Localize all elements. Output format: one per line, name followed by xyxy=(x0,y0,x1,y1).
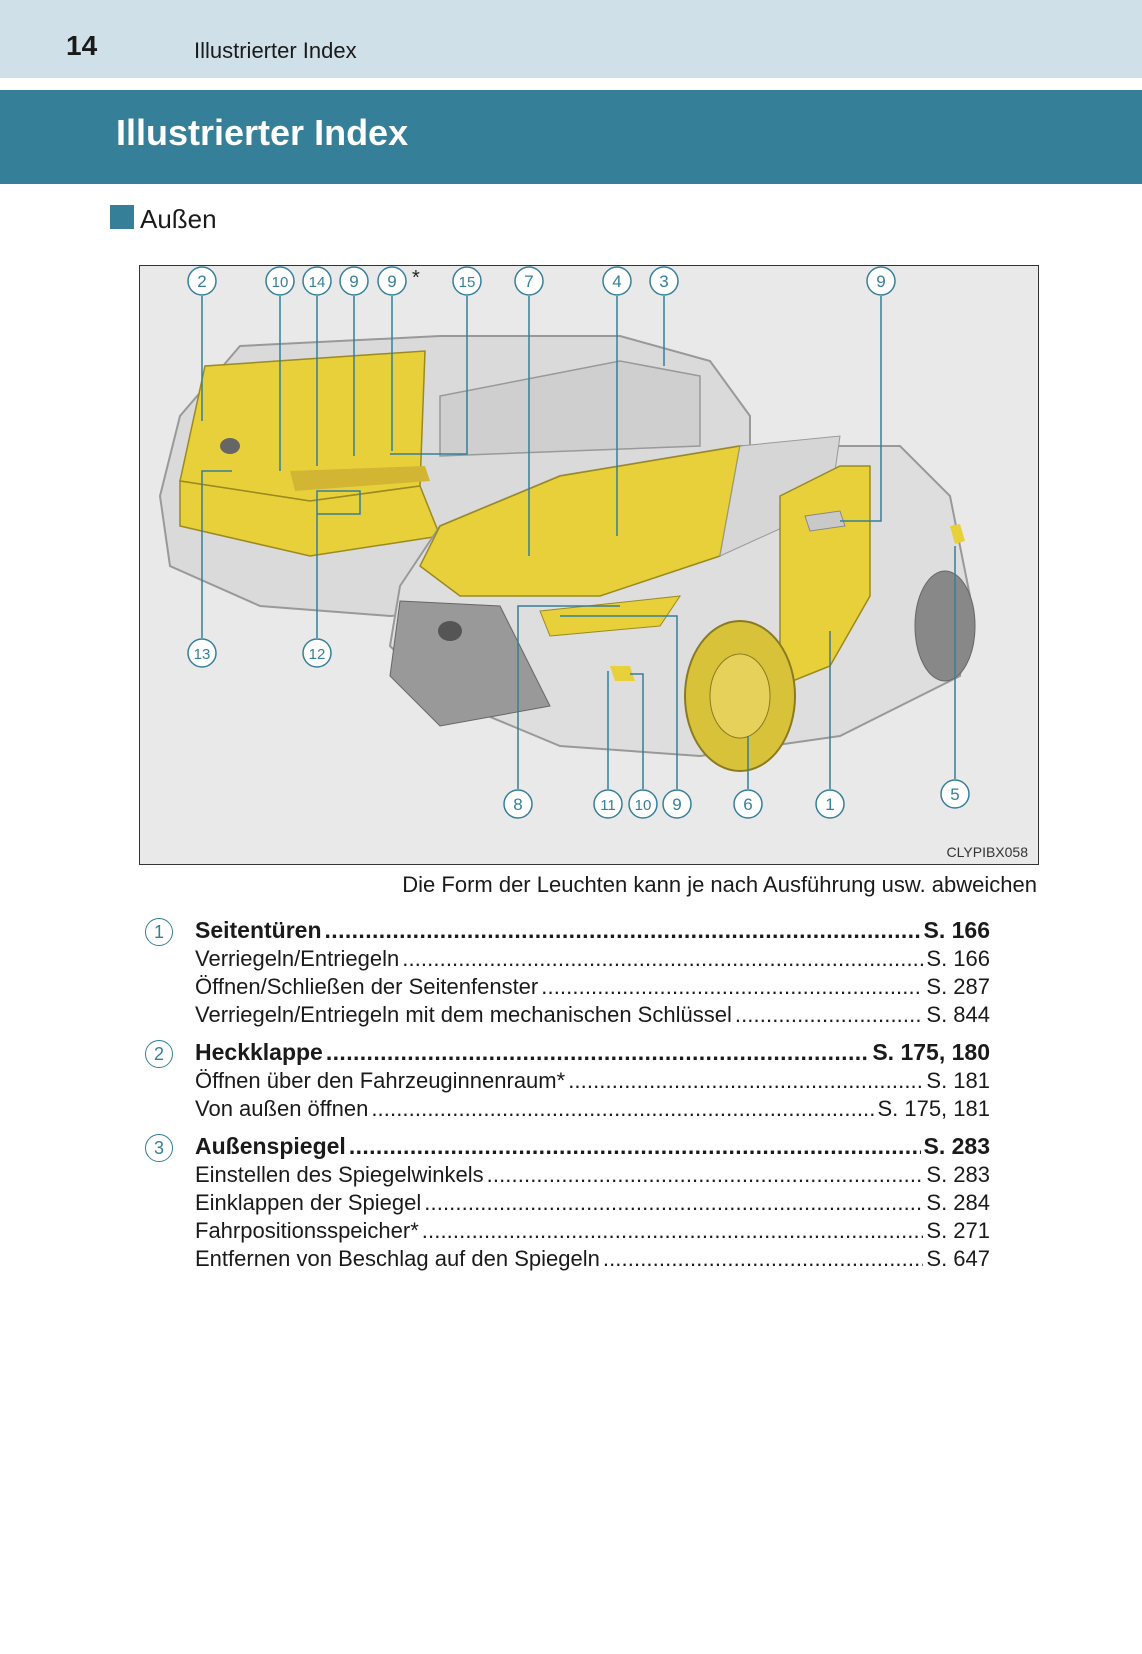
callout-label: 2 xyxy=(197,272,207,291)
callout-label: 10 xyxy=(271,274,289,291)
callout-10b xyxy=(629,790,657,818)
sub-entry-page[interactable]: S. 271 xyxy=(926,1218,990,1243)
callout-label: 10 xyxy=(634,797,652,814)
callout-label: 13 xyxy=(193,646,211,663)
section-marker-icon xyxy=(110,205,134,229)
sub-entry-text[interactable]: Öffnen/Schließen der Seitenfenster xyxy=(195,974,539,999)
index-list xyxy=(145,915,990,1281)
entry-page-ref[interactable]: S. 283 xyxy=(923,1133,990,1159)
entry-title[interactable]: Außenspiegel xyxy=(195,1133,346,1159)
sub-entry-page[interactable]: S. 647 xyxy=(926,1246,990,1271)
sub-entry-page[interactable]: S. 175, 181 xyxy=(877,1096,990,1121)
sub-entry-text[interactable]: Öffnen über den Fahrzeuginnenraum* xyxy=(195,1068,566,1093)
callout-label: 5 xyxy=(950,785,960,804)
sub-entry-page[interactable]: S. 283 xyxy=(926,1162,990,1187)
callout-11 xyxy=(594,790,622,818)
entry-page-ref[interactable]: S. 175, 180 xyxy=(872,1039,990,1065)
callout-label: 14 xyxy=(308,274,326,291)
callout-9c xyxy=(867,267,895,295)
index-entry-2 xyxy=(145,1037,990,1123)
sub-entry-page[interactable]: S. 166 xyxy=(926,946,990,971)
callout-label: 11 xyxy=(600,797,616,814)
car-drawing xyxy=(140,266,1038,864)
callout-6 xyxy=(734,790,762,818)
entry-number-badge: 3 xyxy=(145,1134,173,1162)
entry-title[interactable]: Heckklappe xyxy=(195,1039,323,1065)
callout-15 xyxy=(453,267,481,295)
asterisk-mark: * xyxy=(412,267,420,289)
entry-page-ref[interactable]: S. 166 xyxy=(923,917,990,943)
figure-code: CLYPIBX058 xyxy=(946,844,1028,860)
running-title: Illustrierter Index xyxy=(194,38,357,63)
sub-entry-text[interactable]: Einklappen der Spiegel xyxy=(195,1190,422,1215)
sub-entry-page[interactable]: S. 181 xyxy=(926,1068,990,1093)
sub-entry-text[interactable]: Verriegeln/Entriegeln mit dem mechanischen Schlüssel xyxy=(195,1002,732,1027)
entry-number-badge: 2 xyxy=(145,1040,173,1068)
sub-entry-text[interactable]: Entfernen von Beschlag auf den Spiegeln xyxy=(195,1246,600,1271)
sub-entry-text[interactable]: Einstellen des Spiegelwinkels xyxy=(195,1162,484,1187)
callout-10 xyxy=(266,267,294,295)
entry-number-badge: 1 xyxy=(145,918,173,946)
callout-label: 9 xyxy=(876,272,886,291)
callout-label: 8 xyxy=(513,795,523,814)
callout-3 xyxy=(650,267,678,295)
callout-label: 9 xyxy=(387,272,397,291)
callout-5 xyxy=(941,780,969,808)
callout-label: 1 xyxy=(825,795,835,814)
index-entry-1 xyxy=(145,915,990,1029)
section-heading: Außen xyxy=(140,204,217,234)
callout-13 xyxy=(188,639,216,667)
sub-entry-text[interactable]: Fahrpositionsspeicher* xyxy=(195,1218,419,1243)
callout-label: 15 xyxy=(458,274,476,291)
callout-9a xyxy=(340,267,368,295)
callout-8 xyxy=(504,790,532,818)
callout-label: 6 xyxy=(743,795,753,814)
callout-9b xyxy=(378,267,406,295)
callout-label: 12 xyxy=(308,646,326,663)
callout-12 xyxy=(303,639,331,667)
sub-entry-text[interactable]: Verriegeln/Entriegeln xyxy=(195,946,400,971)
index-entry-3 xyxy=(145,1131,990,1273)
sub-entry-page[interactable]: S. 844 xyxy=(926,1002,990,1027)
callout-label: 9 xyxy=(672,795,682,814)
page-number: 14 xyxy=(66,30,98,61)
callout-9d xyxy=(663,790,691,818)
callout-14 xyxy=(303,267,331,295)
header-bar xyxy=(0,0,1142,78)
callout-label: 9 xyxy=(349,272,359,291)
figure-caption: Die Form der Leuchten kann je nach Ausführung usw. abweichen xyxy=(402,872,1037,897)
sub-entry-page[interactable]: S. 287 xyxy=(926,974,990,999)
callout-label: 7 xyxy=(524,272,534,291)
callout-7 xyxy=(515,267,543,295)
callout-2 xyxy=(188,267,216,295)
sub-entry-page[interactable]: S. 284 xyxy=(926,1190,990,1215)
callout-label: 4 xyxy=(612,272,622,291)
callout-1 xyxy=(816,790,844,818)
vehicle-illustration xyxy=(139,265,1039,865)
entry-title[interactable]: Seitentüren xyxy=(195,917,322,943)
page-title: Illustrierter Index xyxy=(116,112,409,153)
sub-entry-text[interactable]: Von außen öffnen xyxy=(195,1096,369,1121)
callout-4 xyxy=(603,267,631,295)
callout-label: 3 xyxy=(659,272,669,291)
